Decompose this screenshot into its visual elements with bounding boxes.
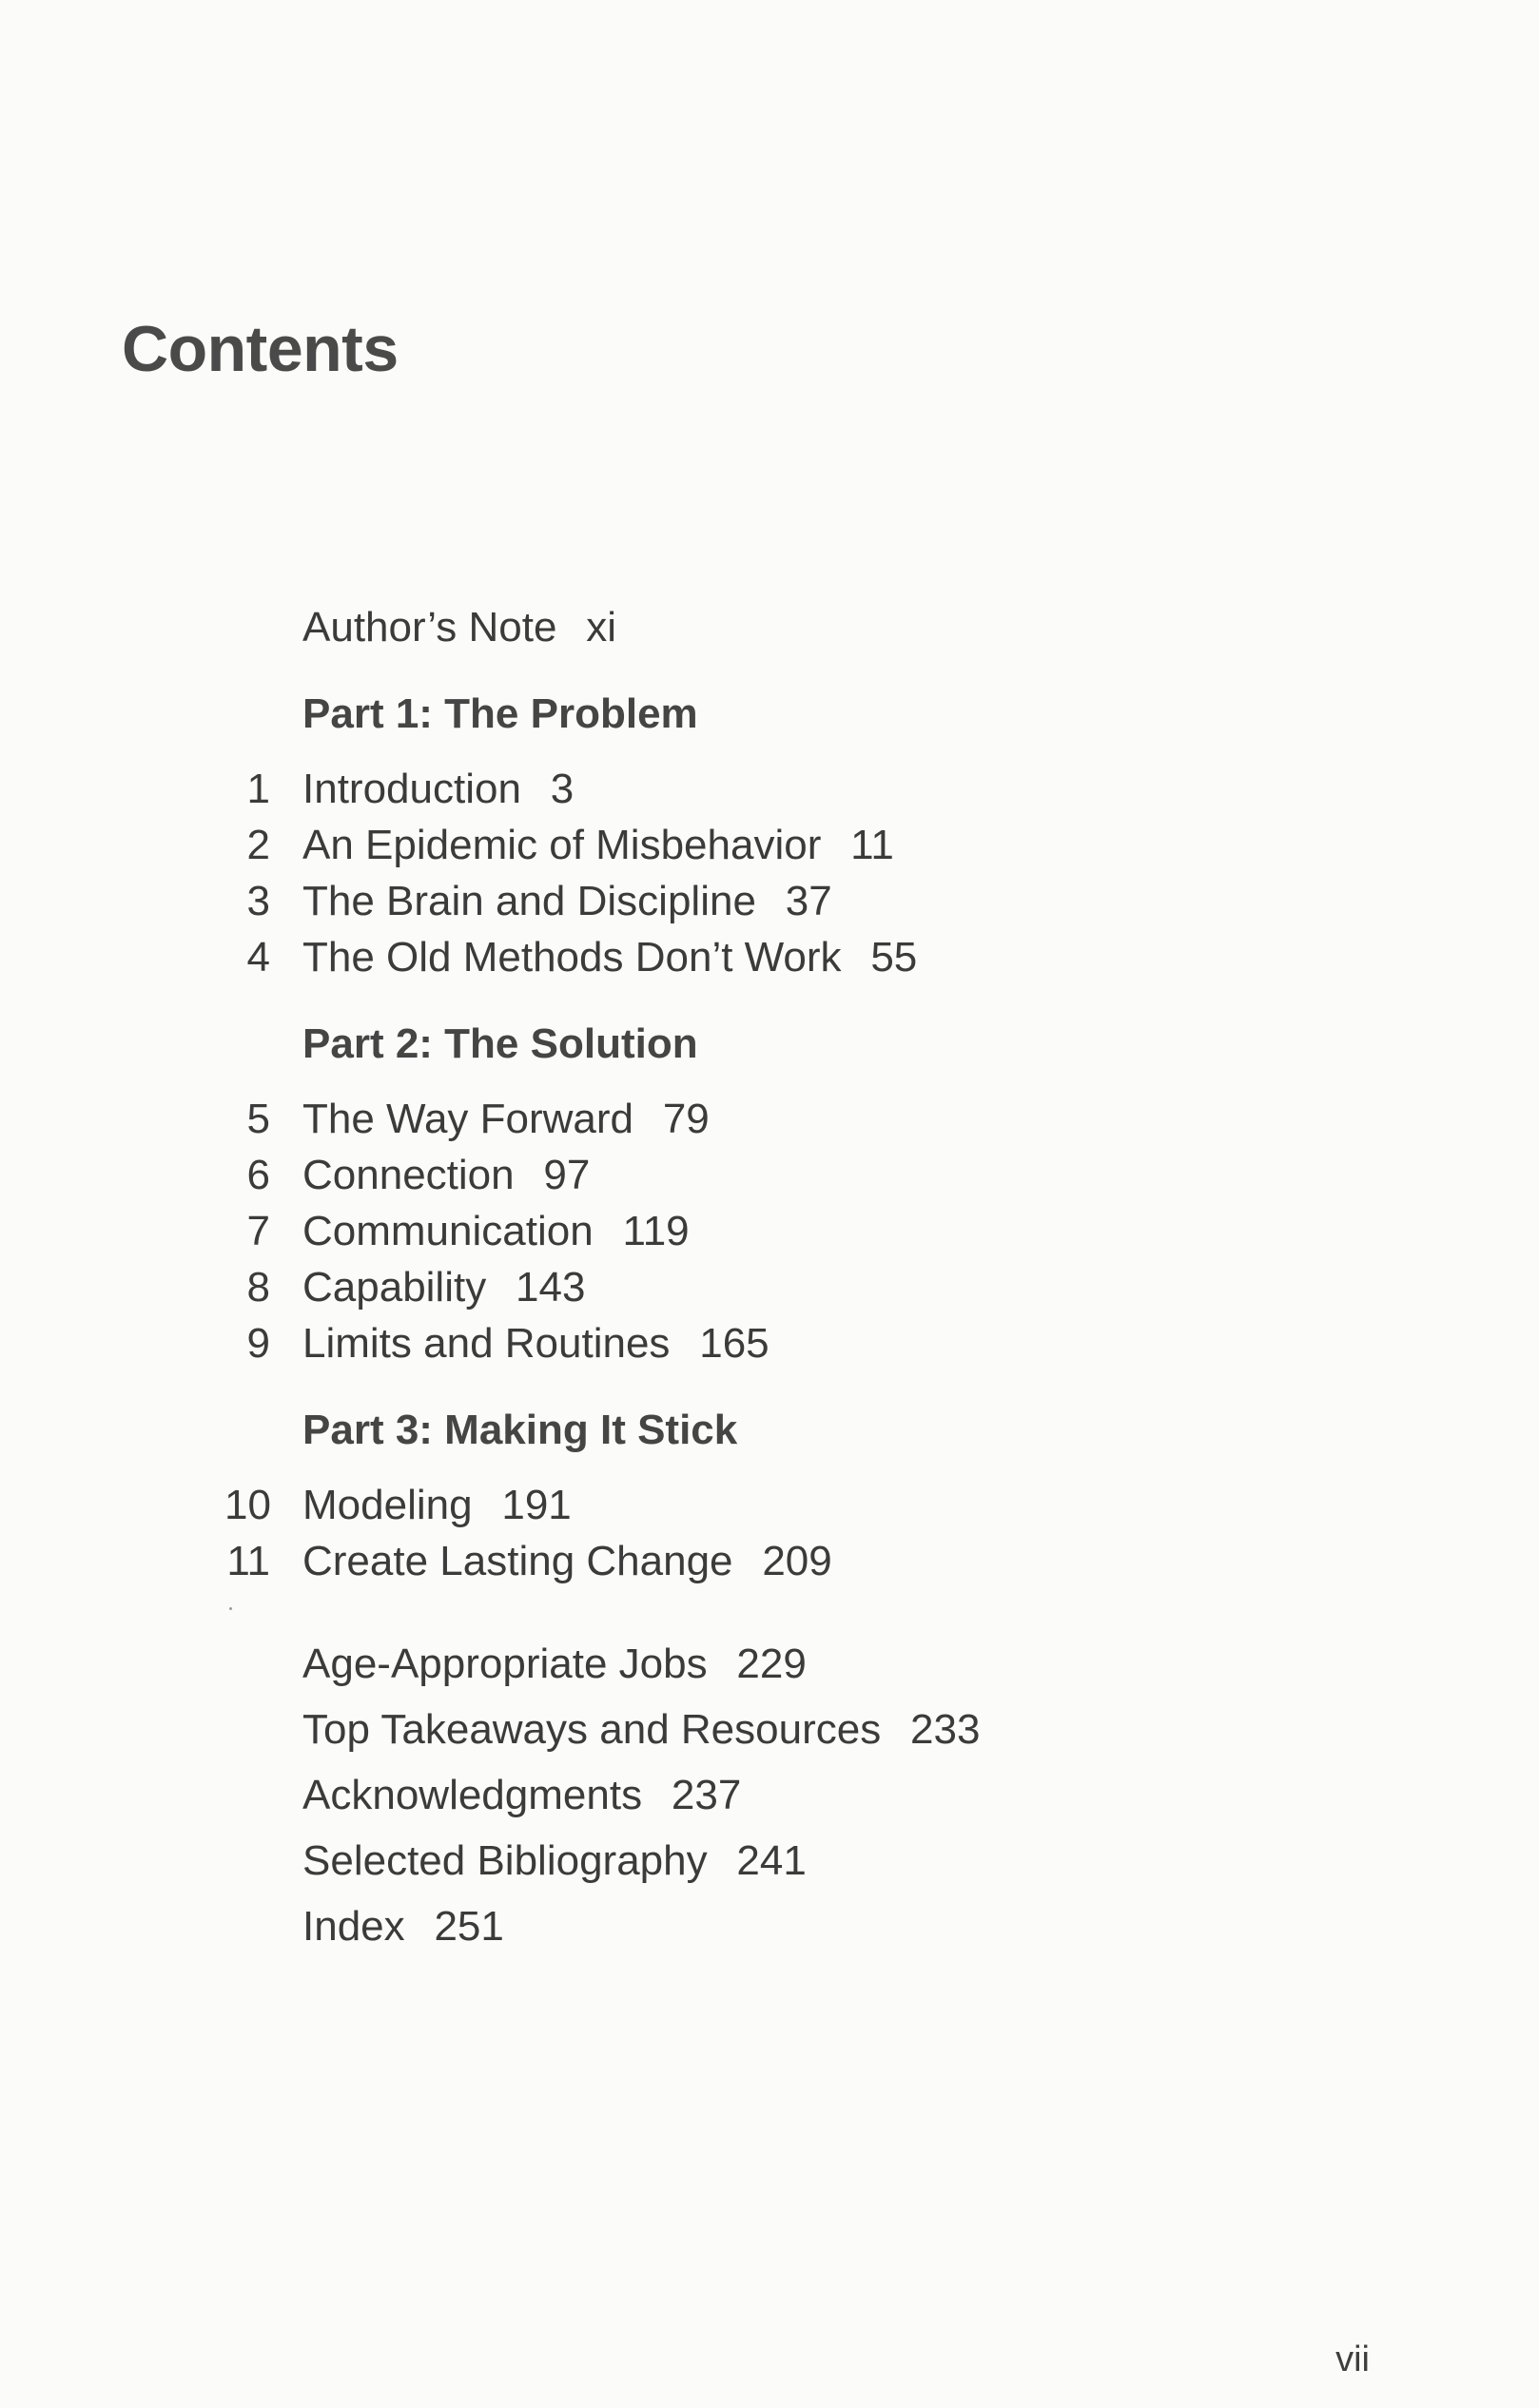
entry-title: Modeling — [302, 1482, 473, 1528]
chapter-number: 7 — [246, 1208, 270, 1254]
entry-page-number: 79 — [662, 1096, 710, 1142]
entry-page-number: 11 — [850, 822, 894, 868]
entry-title: Age-Appropriate Jobs — [302, 1641, 708, 1687]
entry-page-number: 55 — [870, 934, 918, 981]
chapter-number: 9 — [246, 1320, 270, 1367]
entry-title: Author’s Note — [302, 604, 557, 651]
entry-page-number: 191 — [501, 1482, 572, 1528]
entry-page-number: 37 — [785, 878, 832, 924]
entry-title: Communication — [302, 1208, 594, 1254]
chapter-number: 3 — [246, 878, 270, 924]
chapter-number: 5 — [246, 1096, 270, 1142]
entry-page-number: 143 — [516, 1264, 586, 1311]
entry-title: Acknowledgments — [302, 1772, 643, 1818]
chapter-number: 4 — [246, 934, 270, 981]
chapter-number: 8 — [246, 1264, 270, 1311]
entry-title: An Epidemic of Misbehavior — [302, 822, 822, 868]
entry-page-number: xi — [586, 604, 616, 651]
entry-title: Top Takeaways and Resources — [302, 1706, 882, 1753]
entry-page-number: 233 — [910, 1706, 981, 1753]
entry-page-number: 119 — [622, 1208, 690, 1254]
entry-page-number: 209 — [762, 1538, 832, 1584]
entry-page-number: 229 — [736, 1641, 807, 1687]
entry-page-number: 3 — [550, 766, 575, 812]
page-number-footer: vii — [1335, 2340, 1370, 2379]
entry-title: The Old Methods Don’t Work — [302, 934, 842, 981]
entry-title: Connection — [302, 1152, 515, 1198]
chapter-number: 2 — [246, 822, 270, 868]
entry-page-number: 237 — [671, 1772, 742, 1818]
entry-page-number: 251 — [434, 1903, 504, 1950]
print-speck — [229, 1607, 232, 1610]
entry-title: Capability — [302, 1264, 487, 1311]
entry-title: Create Lasting Change — [302, 1538, 733, 1584]
entry-title: Introduction — [302, 766, 521, 812]
entry-page-number: 241 — [736, 1837, 807, 1884]
chapter-number: 10 — [224, 1482, 271, 1528]
page-title: Contents — [122, 313, 399, 385]
entry-title: Index — [302, 1903, 405, 1950]
entry-page-number: 165 — [699, 1320, 770, 1367]
entry-page-number: 97 — [543, 1152, 591, 1198]
entry-title: The Way Forward — [302, 1096, 634, 1142]
chapter-number: 11 — [226, 1538, 270, 1584]
chapter-number: 6 — [246, 1152, 270, 1198]
entry-title: The Brain and Discipline — [302, 878, 756, 924]
entry-title: Limits and Routines — [302, 1320, 671, 1367]
entry-title: Selected Bibliography — [302, 1837, 708, 1884]
chapter-number: 1 — [246, 766, 270, 812]
